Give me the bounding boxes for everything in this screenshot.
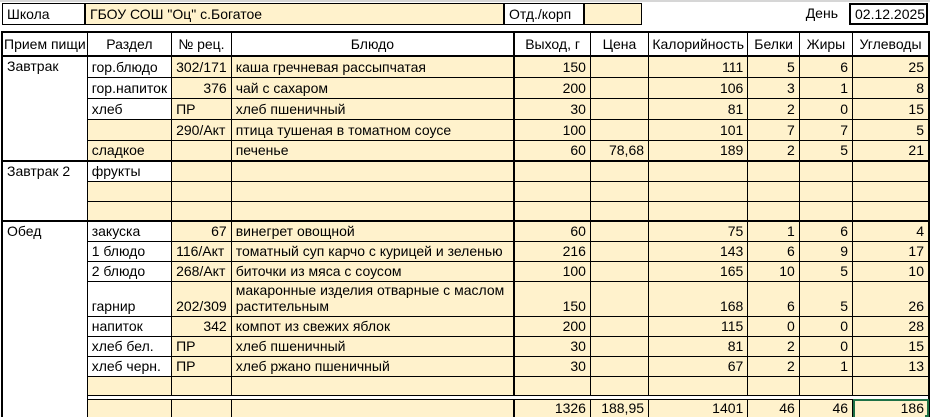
dept-label-cell[interactable]: Отд./корп <box>504 3 584 25</box>
cell-dish[interactable]: каша гречневая рассыпчатая <box>231 56 514 77</box>
table-row <box>2 316 929 336</box>
cell-protein[interactable] <box>748 181 800 201</box>
cell-carbs[interactable]: 21 <box>853 140 929 161</box>
cell-recipe[interactable] <box>172 161 232 181</box>
header-cell-protein[interactable]: Белки <box>748 32 800 56</box>
cell-fat[interactable]: 0 <box>799 336 852 356</box>
table-row <box>2 98 929 119</box>
cell-weight[interactable]: 60 <box>514 221 590 241</box>
totals-calories[interactable]: 1401 <box>649 399 748 417</box>
cell-dish[interactable]: винегрет овощной <box>231 221 514 241</box>
header-row <box>2 32 929 56</box>
cell-section[interactable]: 1 блюдо <box>87 241 171 261</box>
cell-calories[interactable]: 101 <box>649 119 748 140</box>
window-edge-strip <box>0 0 930 2</box>
cell-dish[interactable] <box>231 201 514 221</box>
header-cell-calories[interactable]: Калорийность <box>649 32 748 56</box>
totals-recipe-cell[interactable] <box>172 399 232 417</box>
date-cell[interactable]: 02.12.2025 <box>849 3 928 25</box>
cell-section[interactable] <box>87 376 171 395</box>
cell-section[interactable] <box>87 181 171 201</box>
cell-weight[interactable]: 30 <box>514 336 590 356</box>
cell-meal-lunch[interactable]: Обед <box>2 221 87 417</box>
cell-weight[interactable] <box>514 376 590 395</box>
table-row <box>2 261 929 281</box>
cell-price[interactable] <box>590 56 648 77</box>
cell-dish[interactable]: хлеб пшеничный <box>231 98 514 119</box>
cell-section[interactable]: хлеб черн. <box>87 356 171 376</box>
cell-calories[interactable]: 75 <box>649 221 748 241</box>
header-cell-carbs[interactable]: Углеводы <box>853 32 929 56</box>
cell-recipe[interactable]: ПР <box>172 356 232 376</box>
cell-weight[interactable]: 60 <box>514 140 590 161</box>
cell-weight[interactable]: 150 <box>514 56 590 77</box>
cell-carbs[interactable] <box>853 161 929 181</box>
cell-weight[interactable]: 150 <box>514 281 590 316</box>
cell-weight[interactable]: 216 <box>514 241 590 261</box>
cell-section[interactable]: сладкое <box>87 140 171 161</box>
cell-dish[interactable]: компот из свежих яблок <box>231 316 514 336</box>
cell-calories[interactable]: 106 <box>649 77 748 98</box>
table-row <box>2 181 929 201</box>
cell-protein[interactable]: 1 <box>748 221 800 241</box>
cell-meal-breakfast[interactable]: Завтрак <box>2 56 87 161</box>
cell-price[interactable]: 78,68 <box>590 140 648 161</box>
cell-price[interactable] <box>590 119 648 140</box>
cell-meal-breakfast2[interactable]: Завтрак 2 <box>2 161 87 221</box>
cell-recipe[interactable]: 67 <box>172 221 232 241</box>
cell-carbs[interactable]: 28 <box>853 316 929 336</box>
cell-fat[interactable]: 6 <box>799 221 852 241</box>
cell-carbs[interactable]: 26 <box>853 281 929 316</box>
cell-fat[interactable]: 1 <box>799 356 852 376</box>
totals-weight[interactable]: 1326 <box>514 399 590 417</box>
cell-recipe[interactable] <box>172 140 232 161</box>
cell-price[interactable] <box>590 336 648 356</box>
cell-dish[interactable]: томатный суп карчо с курицей и зеленью <box>231 241 514 261</box>
cell-section[interactable]: фрукты <box>87 161 171 181</box>
cell-dish[interactable] <box>231 161 514 181</box>
cell-section[interactable]: 2 блюдо <box>87 261 171 281</box>
cell-weight[interactable]: 200 <box>514 77 590 98</box>
cell-weight[interactable]: 200 <box>514 316 590 336</box>
cell-protein[interactable] <box>748 201 800 221</box>
totals-section-cell[interactable] <box>87 399 171 417</box>
totals-row <box>2 399 929 417</box>
cell-protein[interactable]: 2 <box>748 356 800 376</box>
table-row <box>2 376 929 395</box>
cell-price[interactable] <box>590 98 648 119</box>
cell-protein[interactable]: 6 <box>748 241 800 261</box>
cell-section[interactable]: хлеб бел. <box>87 336 171 356</box>
cell-weight[interactable] <box>514 161 590 181</box>
school-label-cell[interactable]: Школа <box>2 3 85 25</box>
cell-protein[interactable]: 2 <box>748 98 800 119</box>
table-row <box>2 77 929 98</box>
cell-fat[interactable] <box>799 201 852 221</box>
cell-recipe[interactable]: ПР <box>172 98 232 119</box>
cell-calories[interactable] <box>649 181 748 201</box>
table-row <box>2 119 929 140</box>
cell-dish[interactable]: птица тушеная в томатном соусе <box>231 119 514 140</box>
cell-carbs[interactable]: 8 <box>853 77 929 98</box>
cell-dish[interactable]: чай с сахаром <box>231 77 514 98</box>
header-cell-section[interactable]: Раздел <box>87 32 171 56</box>
cell-calories[interactable] <box>649 376 748 395</box>
table-row <box>2 56 929 77</box>
table-row <box>2 336 929 356</box>
cell-section[interactable] <box>87 119 171 140</box>
cell-fat[interactable]: 5 <box>799 140 852 161</box>
table-row <box>2 140 929 161</box>
cell-weight[interactable]: 30 <box>514 98 590 119</box>
table-row <box>2 161 929 181</box>
header-cell-meal[interactable]: Прием пищи <box>2 32 87 56</box>
cell-dish[interactable]: макаронные изделия отварные с маслом растительным <box>231 281 514 316</box>
cell-calories[interactable] <box>649 201 748 221</box>
header-cell-dish[interactable]: Блюдо <box>231 32 514 56</box>
cell-fat[interactable]: 5 <box>799 281 852 316</box>
cell-protein[interactable] <box>748 161 800 181</box>
cell-weight[interactable]: 30 <box>514 356 590 376</box>
header-cell-weight[interactable]: Выход, г <box>514 32 590 56</box>
table-row <box>2 241 929 261</box>
cell-price[interactable] <box>590 181 648 201</box>
cell-protein[interactable]: 0 <box>748 316 800 336</box>
totals-carbs-selected-cell[interactable]: 186 <box>853 399 929 417</box>
header-cell-fat[interactable]: Жиры <box>799 32 852 56</box>
cell-price[interactable] <box>590 221 648 241</box>
cell-fat[interactable]: 7 <box>799 119 852 140</box>
cell-recipe[interactable] <box>172 201 232 221</box>
cell-fat[interactable] <box>799 181 852 201</box>
cell-weight[interactable]: 100 <box>514 119 590 140</box>
cell-price[interactable] <box>590 316 648 336</box>
cell-recipe[interactable] <box>172 181 232 201</box>
cell-carbs[interactable]: 25 <box>853 56 929 77</box>
cell-fat[interactable]: 0 <box>799 316 852 336</box>
cell-weight[interactable]: 100 <box>514 261 590 281</box>
cell-carbs[interactable]: 10 <box>853 261 929 281</box>
cell-protein[interactable]: 10 <box>748 261 800 281</box>
cell-fat[interactable]: 6 <box>799 56 852 77</box>
table-row <box>2 221 929 241</box>
cell-carbs[interactable] <box>853 201 929 221</box>
cell-recipe[interactable]: 268/Акт <box>172 261 232 281</box>
cell-carbs[interactable]: 15 <box>853 98 929 119</box>
cell-dish[interactable] <box>231 181 514 201</box>
cell-section[interactable]: гор.блюдо <box>87 56 171 77</box>
cell-price[interactable] <box>590 201 648 221</box>
cell-recipe[interactable] <box>172 376 232 395</box>
cell-price[interactable] <box>590 77 648 98</box>
cell-price[interactable] <box>590 241 648 261</box>
cell-recipe[interactable]: 202/309 <box>172 281 232 316</box>
cell-fat[interactable]: 9 <box>799 241 852 261</box>
cell-fat[interactable]: 5 <box>799 261 852 281</box>
cell-weight[interactable] <box>514 201 590 221</box>
cell-price[interactable] <box>590 261 648 281</box>
cell-weight[interactable] <box>514 181 590 201</box>
school-name-cell[interactable]: ГБОУ СОШ "Оц" с.Богатое <box>85 3 504 25</box>
cell-recipe[interactable]: 116/Акт <box>172 241 232 261</box>
cell-calories[interactable]: 168 <box>649 281 748 316</box>
cell-carbs[interactable]: 15 <box>853 336 929 356</box>
cell-dish[interactable] <box>231 376 514 395</box>
cell-calories[interactable]: 111 <box>649 56 748 77</box>
cell-fat[interactable] <box>799 376 852 395</box>
header-cell-recipe[interactable]: № рец. <box>172 32 232 56</box>
table-row <box>2 201 929 221</box>
cell-fat[interactable] <box>799 161 852 181</box>
cell-price[interactable] <box>590 356 648 376</box>
cell-section[interactable]: напиток <box>87 316 171 336</box>
cell-protein[interactable] <box>748 376 800 395</box>
cell-carbs[interactable] <box>853 376 929 395</box>
cell-protein[interactable]: 5 <box>748 56 800 77</box>
totals-price[interactable]: 188,95 <box>590 399 648 417</box>
cell-dish[interactable]: хлеб ржано пшеничный <box>231 356 514 376</box>
cell-calories[interactable]: 67 <box>649 356 748 376</box>
cell-price[interactable] <box>590 281 648 316</box>
totals-fat[interactable]: 46 <box>799 399 852 417</box>
totals-protein[interactable]: 46 <box>748 399 800 417</box>
cell-calories[interactable]: 115 <box>649 316 748 336</box>
dept-value-cell[interactable] <box>584 3 642 25</box>
cell-protein[interactable]: 2 <box>748 336 800 356</box>
table-row <box>2 356 929 376</box>
cell-carbs[interactable]: 4 <box>853 221 929 241</box>
cell-protein[interactable]: 6 <box>748 281 800 316</box>
totals-dish-cell[interactable] <box>231 399 514 417</box>
cell-recipe[interactable]: ПР <box>172 336 232 356</box>
cell-protein[interactable]: 3 <box>748 77 800 98</box>
cell-dish[interactable]: биточки из мяса с соусом <box>231 261 514 281</box>
cell-section[interactable] <box>87 201 171 221</box>
menu-table <box>1 31 930 417</box>
cell-calories[interactable] <box>649 161 748 181</box>
cell-fat[interactable]: 0 <box>799 98 852 119</box>
cell-dish[interactable]: печенье <box>231 140 514 161</box>
cell-carbs[interactable] <box>853 181 929 201</box>
cell-recipe[interactable]: 290/Акт <box>172 119 232 140</box>
cell-recipe[interactable]: 302/171 <box>172 56 232 77</box>
cell-price[interactable] <box>590 161 648 181</box>
cell-fat[interactable]: 1 <box>799 77 852 98</box>
cell-carbs[interactable]: 17 <box>853 241 929 261</box>
header-cell-price[interactable]: Цена <box>590 32 648 56</box>
cell-calories[interactable]: 165 <box>649 261 748 281</box>
day-label: День <box>805 5 838 21</box>
cell-calories[interactable]: 81 <box>649 98 748 119</box>
cell-section[interactable]: гор.напиток <box>87 77 171 98</box>
cell-protein[interactable]: 2 <box>748 140 800 161</box>
cell-calories[interactable]: 81 <box>649 336 748 356</box>
cell-section[interactable]: закуска <box>87 221 171 241</box>
cell-protein[interactable]: 7 <box>748 119 800 140</box>
cell-recipe[interactable]: 342 <box>172 316 232 336</box>
cell-dish[interactable]: хлеб пшеничный <box>231 336 514 356</box>
cell-carbs[interactable]: 13 <box>853 356 929 376</box>
cell-recipe[interactable]: 376 <box>172 77 232 98</box>
cell-section[interactable]: гарнир <box>87 281 171 316</box>
cell-section[interactable]: хлеб <box>87 98 171 119</box>
table-row <box>2 281 929 316</box>
cell-carbs[interactable]: 5 <box>853 119 929 140</box>
cell-calories[interactable]: 189 <box>649 140 748 161</box>
cell-calories[interactable]: 143 <box>649 241 748 261</box>
cell-price[interactable] <box>590 376 648 395</box>
